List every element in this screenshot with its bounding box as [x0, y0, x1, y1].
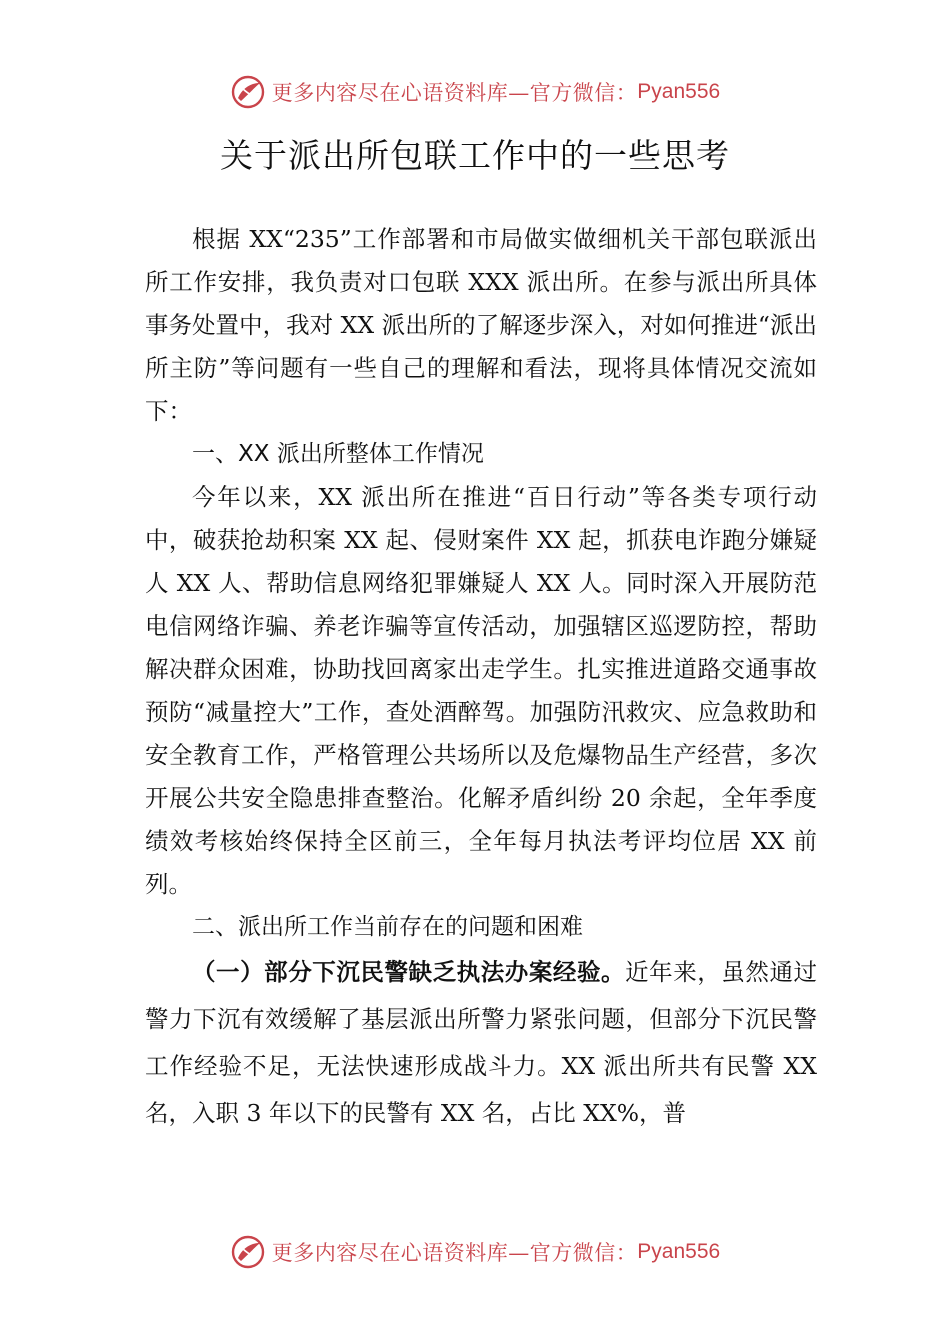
brand-logo-icon: [230, 1234, 266, 1270]
watermark-text: 更多内容尽在心语资料库—官方微信：: [271, 1241, 638, 1265]
watermark-handle: Pyan556: [637, 80, 721, 103]
document-body: [145, 218, 817, 1137]
watermark-header: [0, 72, 950, 112]
document-title: 关于派出所包联工作中的一些思考: [220, 136, 730, 175]
section-heading-2: 二、派出所工作当前存在的问题和困难: [192, 914, 583, 940]
section-heading-1: 一、XX 派出所整体工作情况: [192, 441, 484, 467]
subsection-1-paragraph: [145, 949, 817, 1137]
section-1-paragraph: 今年以来，XX 派出所在推进“百日行动”等各类专项行动中，破获抢劫积案 XX 起、侵财案件 XX 起，抓获电诈跑分嫌疑人 XX 人、帮助信息网络犯罪嫌疑人 XX 人。同时深入开展防范电信网络诈骗、养老诈骗等宣传活动，加强辖区巡逻防控，帮助解决群众困难，协助找回离家出走学生。扎实推进道路交通事故预防“减量控大”工作，查处酒醉驾。加强防汛救灾、应急救助和安全教育工作，严格管理公共场所以及危爆物品生产经营，多次开展公共安全隐患排查整治。化解矛盾纠纷 20 余起，全年季度绩效考核始终保持全区前三，全年每月执法考评均位居 XX 前列。: [145, 483, 817, 898]
subsection-1-lead: （一）部分下沉民警缺乏执法办案经验。: [192, 958, 626, 986]
brand-logo-icon: [230, 74, 266, 110]
watermark-text: 更多内容尽在心语资料库—官方微信：: [271, 81, 638, 105]
watermark-footer: [0, 1232, 950, 1272]
subsection-1-text: 近年来，虽然通过警力下沉有效缓解了基层派出所警力紧张问题，但部分下沉民警工作经验不足，无法快速形成战斗力。XX 派出所共有民警 XX 名，入职 3 年以下的民警有 XX 名，占比 XX%，普: [145, 958, 818, 1127]
watermark-handle: Pyan556: [637, 1240, 721, 1263]
intro-paragraph: 根据 XX“235”工作部署和市局做实做细机关干部包联派出所工作安排，我负责对口包联 XXX 派出所。在参与派出所具体事务处置中，我对 XX 派出所的了解逐步深入，对如何推进“派出所主防”等问题有一些自己的理解和看法，现将具体情况交流如下：: [145, 225, 817, 425]
